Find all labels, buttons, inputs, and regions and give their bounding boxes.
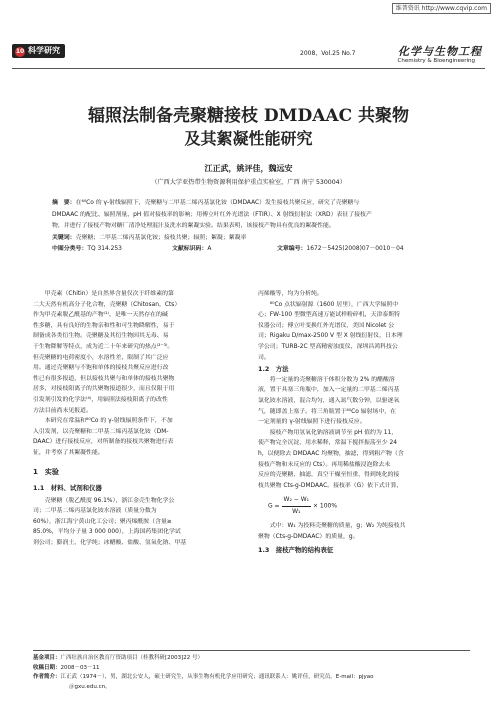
text-line: 60%），浙江海宁黄山化工公司；聚丙烯酰胺（含量≥	[33, 518, 172, 525]
text-line: 本研究在常温和⁶⁰Co 的 γ-射线辐照条件下，不加	[33, 418, 173, 425]
text-line: 枝共聚物 Cts-g-DMDAAC。接枝率（G）依下式计算，	[258, 482, 403, 489]
formula-tail: × 100%	[312, 502, 338, 510]
formula-lhs: G =	[268, 502, 280, 510]
text-line: 用。通过壳聚糖与不饱和单体的接枝共聚反应进行改	[33, 365, 169, 372]
clc-number: TQ 314.253	[87, 246, 122, 252]
text-line: 一定剂量的 γ-射线辐照下进行接枝反应。	[258, 419, 366, 426]
abstract-line-2: DMDAAC 的配比、辐照剂量、pH 值对接枝率的影响；用傅立叶红外光谱法（FTIR）、X 射线衍射法（XRD）表征了接枝产	[52, 211, 372, 218]
text-line: 作为甲壳素脱乙酰基的产物⁽¹⁾，是唯一天然存在的碱	[33, 312, 168, 319]
text-line: 使产物完全沉淀，用水稀释，常温下搅拌振荡至少 24	[258, 440, 397, 447]
abstract-line-1: 摘 要：在⁶⁰Co 的 γ-射线辐照下，壳聚糖与二甲基二烯丙基氯化铵（DMDAAC）发生接枝共聚反应，研究了壳聚糖与	[52, 200, 360, 206]
fund-note: 基金项目：广西壮族自治区教育厅资助项目（桂教科研[2003]22 号）	[33, 655, 204, 661]
text-line: 壳聚糖（脱乙酰度 96.1%），浙江金壳生物化学公	[33, 497, 175, 504]
received-note: 收稿日期：2008－03－11	[33, 664, 100, 671]
journal-english: Chemistry & Bioengineering	[397, 58, 475, 64]
text-line: h，以便除去 DMDAAC 均聚物，抽滤，得到粗产物（含	[258, 450, 404, 457]
paper-title-line1: 辐照法制备壳聚糖接枝 DMDAAC 共聚物	[87, 106, 410, 126]
left-column	[33, 289, 245, 549]
text-line: 性多糖，具有良好的生物亲和性和可生物降解性，易于	[33, 322, 175, 329]
text-line: 甲壳素（Chitin）是自然界含量仅次于纤维素的第	[33, 291, 174, 297]
text-line: 引发剂引发的化学法⁽⁴⁾，用辐照法接枝阳离子的改性	[33, 396, 168, 403]
text-line: 气，随即盖上塞子。将三角瓶置于⁶⁰Co 辐射场中，在	[258, 408, 397, 415]
text-line: 接枝产物和未反应的 Cts）。再用稀盐酸浸泡除去未	[258, 461, 391, 468]
keywords-label: 关键词：	[52, 234, 76, 241]
text-line: 学公司；TURB-2C 型高精密浊度仪，深圳昌鸿科技公	[258, 343, 398, 350]
footnote-rule	[33, 650, 470, 651]
text-line: 接枝产物用氢氧化钠溶液调节至 pH 值约为 11，	[258, 429, 398, 436]
formula-denominator: W₁	[292, 507, 301, 515]
instruments-text	[258, 289, 470, 363]
text-line: 居多，对接枝阳离子的共聚物报道很少，而且仅限于用	[33, 386, 175, 393]
formula-explanation	[258, 521, 470, 542]
abstract	[52, 198, 452, 255]
section-1-heading: 1 实验	[33, 467, 59, 476]
text-line: 入引发剂，以壳聚糖和二甲基二烯丙基氯化铵（DM-	[33, 428, 169, 435]
text-line: 聚物（Cts-g-DMDAAC）的质量，g。	[258, 534, 359, 541]
text-line: 性已有很多报道，但以接枝共聚与和单体的接枝共聚物	[33, 375, 175, 382]
text-line: DAAC）进行接枝反应，对所制备的接枝共聚物进行表	[33, 439, 174, 446]
text-line: 征，并考察了其絮凝性能。	[33, 449, 104, 456]
formula-fraction	[282, 495, 312, 517]
text-line: 但壳聚糖的电荷密度小，水溶性差，限制了其广泛应	[33, 354, 169, 361]
abstract-label: 摘 要：	[52, 200, 76, 206]
clc-label: 中图分类号：	[52, 246, 88, 252]
affiliation: （广西大学亚热带生物资源利用保护重点实验室，广西 南宁 530004）	[151, 179, 346, 186]
section-1-3-heading: 1.3 接枝产物的结构表征	[258, 545, 334, 554]
text-line: 司；Rigaku D/max-2500 V 型 X 射线衍射仪，日本理	[258, 333, 403, 340]
section-number: 10	[15, 48, 25, 55]
text-line: 液，置于具塞三角瓶中，加入一定量的二甲基二烯丙基	[258, 387, 400, 394]
text-line: 司。	[258, 354, 270, 361]
header-rule	[12, 68, 485, 69]
text-line: 心；FW-100 型微型高速万能试样粉碎机，天津泰斯特	[258, 312, 401, 319]
doc-code: A	[207, 246, 212, 252]
keywords-line	[52, 233, 452, 245]
text-line: 方法目前尚未见报道。	[33, 407, 92, 414]
watermark: 维普资讯 http://www.cqvip.com	[392, 3, 491, 14]
classification-line	[52, 244, 452, 255]
section-tag	[12, 44, 65, 58]
text-line: 司；二甲基二烯丙基氯化铵水溶液（质量分数为	[33, 508, 157, 515]
journal-title: 化学与生物工程	[398, 45, 482, 58]
footnotes	[33, 654, 473, 692]
issue-info: 2008，Vol.25 No.7	[300, 50, 356, 57]
doc-code-label: 文献标识码：	[172, 246, 208, 252]
text-line: 于生物降解等特点，成为近二十年来研究的热点⁽²⁻³⁾。	[33, 343, 174, 350]
text-line: 氯化铵水溶液，混合均匀，通入氮气数分钟，以驱逐氧	[258, 397, 400, 404]
paper-title-line2: 及其絮凝性能研究	[184, 129, 313, 148]
abstract-line-3: 物，并进行了接枝产物对糖厂清净处理混汁及洗水的絮凝实验。结果表明，该接枝产物具有优良的絮凝性能。	[52, 223, 335, 229]
authors: 江正武，姚评佳，魏远安	[204, 164, 293, 173]
introduction	[33, 289, 245, 459]
text-line: ⁶⁰Co 点状辐射源（1600 居里），广西大学辐照中	[258, 301, 399, 308]
section-label: 科学研究	[28, 46, 60, 55]
section-1-2-heading: 1.2 方法	[258, 365, 289, 374]
method-text	[258, 375, 470, 492]
text-line: 二大天然有机高分子化合物，壳聚糖（Chitosan，Cts）	[33, 301, 181, 308]
author-note: 作者简介：江正武（1974－），男，湖北公安人，硕士研究生，从事生物有机化学应用研究；通讯联系人：姚评佳，研究员。E-mail：pjyao	[33, 674, 374, 680]
text-line: 将一定量的壳聚糖溶于体积分数为 2% 的醋酸溶	[258, 376, 395, 383]
grafting-formula	[268, 495, 470, 517]
text-line: 85.0%，平均分子量 3 000 000），上海国药集团化学试	[33, 529, 181, 536]
right-column	[258, 289, 470, 555]
materials-text	[33, 496, 245, 549]
text-line: 反应的壳聚糖，抽滤，真空干燥至恒重，得到纯化的接	[258, 472, 400, 479]
text-line: 剂公司；膨润土，化学纯；冰醋酸、盐酸、氢氧化钠、甲基	[33, 540, 187, 547]
section-1-1-heading: 1.1 材料、试剂和仪器	[33, 484, 102, 493]
article-id-label: 文章编号：	[277, 246, 307, 252]
author-note-cont: ＠gxu.edu.cn。	[69, 683, 111, 690]
text-line: 丙烯酸等，均为分析纯。	[258, 291, 323, 297]
text-line: 仪器公司；傅立叶变换红外光谱仪，美国 Nicolet 公	[258, 322, 395, 329]
article-id: 1672－5425(2008)07－0010－04	[306, 246, 404, 252]
formula-numerator: W₂ − W₁	[282, 495, 312, 507]
text-line: 制备成各类衍生物。壳聚糖及其衍生物因其无毒、易	[33, 333, 169, 340]
text-line: 式中：W₁ 为投料壳聚糖的质量，g；W₂ 为纯接枝共	[258, 523, 406, 530]
keywords: 壳聚糖；二甲基二烯丙基氯化铵；接枝共聚；辐照；絮凝；絮凝率	[75, 234, 247, 241]
